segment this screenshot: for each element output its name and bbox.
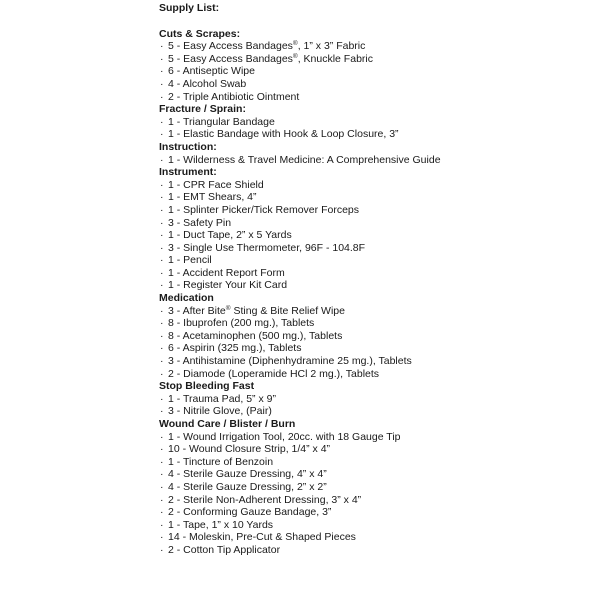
- list-item-label: 10 - Wound Closure Strip, 1/4” x 4”: [168, 443, 331, 456]
- list-item-text: [168, 481, 327, 494]
- list-item-label: 1 - Trauma Pad, 5” x 9”: [168, 392, 276, 405]
- list-item-label: 1 - Pencil: [168, 254, 212, 267]
- bullet-icon: ·: [160, 355, 164, 368]
- list-item-text: [168, 431, 401, 444]
- list-item-label: 1 - Splinter Picker/Tick Remover Forceps: [168, 203, 359, 216]
- list-item-text: [168, 242, 365, 255]
- list-item-text: [168, 128, 399, 141]
- bullet-icon: ·: [160, 531, 164, 544]
- list-item: [159, 405, 589, 418]
- list-item-label: 2 - Diamode (Loperamide HCl 2 mg.), Tablets: [168, 367, 380, 380]
- list-item-text: [168, 317, 314, 330]
- list-item-label: 8 - Ibuprofen (200 mg.), Tablets: [168, 317, 315, 330]
- list-item-label: 1 - Tincture of Benzoin: [168, 455, 274, 468]
- list-item: [159, 506, 589, 519]
- list-item-label-suffix: , Knuckle Fabric: [297, 52, 373, 65]
- supply-list-title: Supply List:: [159, 2, 220, 14]
- list-item: [159, 368, 589, 381]
- bullet-icon: ·: [160, 430, 164, 443]
- list-item: [159, 481, 589, 494]
- bullet-icon: ·: [160, 405, 164, 418]
- bullet-icon: ·: [160, 506, 164, 519]
- list-item-text: [168, 40, 365, 53]
- supply-section: [159, 28, 589, 104]
- section-heading: Fracture / Sprain:: [159, 103, 246, 116]
- bullet-icon: ·: [160, 468, 164, 481]
- supply-section: [159, 292, 589, 380]
- list-item-text: [168, 544, 280, 557]
- list-item-label: 6 - Aspirin (325 mg.), Tablets: [168, 342, 302, 355]
- bullet-icon: ·: [160, 279, 164, 292]
- list-item-text: [168, 191, 257, 204]
- bullet-icon: ·: [160, 191, 164, 204]
- list-item: [159, 330, 589, 343]
- list-item: [159, 78, 589, 91]
- bullet-icon: ·: [160, 266, 164, 279]
- bullet-icon: ·: [160, 367, 164, 380]
- list-item-text: [168, 494, 361, 507]
- list-item: [159, 53, 589, 66]
- list-item: [159, 191, 589, 204]
- section-heading: Wound Care / Blister / Burn: [159, 418, 296, 430]
- bullet-icon: ·: [160, 443, 164, 456]
- bullet-icon: ·: [160, 52, 164, 65]
- list-item-text: [168, 456, 273, 469]
- list-item-label: 1 - CPR Face Shield: [168, 178, 264, 191]
- list-item-text: [168, 204, 359, 217]
- list-item-label: 8 - Acetaminophen (500 mg.), Tablets: [168, 329, 343, 342]
- bullet-icon: ·: [160, 65, 164, 78]
- list-item-text: [168, 53, 373, 66]
- list-item-label: 1 - Wound Irrigation Tool, 20cc. with 18 Gauge Tip: [168, 430, 401, 443]
- bullet-icon: ·: [160, 203, 164, 216]
- list-item-text: [168, 443, 330, 456]
- bullet-icon: ·: [160, 304, 164, 317]
- list-item: [159, 494, 589, 507]
- bullet-icon: ·: [160, 518, 164, 531]
- list-item-label: 2 - Cotton Tip Applicator: [168, 543, 281, 556]
- list-item-label: 4 - Alcohol Swab: [168, 77, 247, 90]
- list-item-label: 5 - Easy Access Bandages: [168, 52, 293, 65]
- list-item: [159, 279, 589, 292]
- list-item-text: [168, 217, 231, 230]
- bullet-icon: ·: [160, 392, 164, 405]
- bullet-icon: ·: [160, 115, 164, 128]
- bullet-icon: ·: [160, 493, 164, 506]
- list-item: [159, 531, 589, 544]
- list-item-text: [168, 531, 356, 544]
- registered-mark: ®: [225, 304, 231, 312]
- list-item: [159, 154, 589, 167]
- list-item-text: [168, 519, 273, 532]
- list-item-text: [168, 305, 345, 318]
- list-item-text: [168, 65, 255, 78]
- list-item: [159, 116, 589, 129]
- list-item: [159, 242, 589, 255]
- bullet-icon: ·: [160, 229, 164, 242]
- list-item-label: 1 - Duct Tape, 2” x 5 Yards: [168, 229, 292, 242]
- list-item-text: [168, 229, 292, 242]
- bullet-icon: ·: [160, 329, 164, 342]
- section-heading: Instrument:: [159, 166, 217, 179]
- list-item: [159, 431, 589, 444]
- bullet-icon: ·: [160, 254, 164, 267]
- list-item-text: [168, 342, 301, 355]
- list-item-text: [168, 506, 331, 519]
- bullet-icon: ·: [160, 40, 164, 53]
- list-item-text: [168, 355, 412, 368]
- bullet-icon: ·: [160, 77, 164, 90]
- list-item: [159, 217, 589, 230]
- list-item-text: [168, 267, 285, 280]
- supply-section: [159, 141, 589, 166]
- list-item-text: [168, 116, 275, 129]
- list-item-label: 14 - Moleskin, Pre-Cut & Shaped Pieces: [168, 531, 356, 544]
- bullet-icon: ·: [160, 241, 164, 254]
- list-item-text: [168, 78, 246, 91]
- bullet-icon: ·: [160, 317, 164, 330]
- list-item: [159, 179, 589, 192]
- supply-section: [159, 166, 589, 292]
- list-item-text: [168, 254, 212, 267]
- list-item-label: 3 - Antihistamine (Diphenhydramine 25 mg.), Tablets: [168, 355, 412, 368]
- registered-mark: ®: [292, 52, 298, 60]
- list-item-label: 3 - Single Use Thermometer, 96F - 104.8F: [168, 241, 366, 254]
- list-item: [159, 342, 589, 355]
- list-item: [159, 229, 589, 242]
- bullet-icon: ·: [160, 128, 164, 141]
- list-item-label: 1 - Wilderness & Travel Medicine: A Comprehensive Guide: [168, 153, 441, 166]
- bullet-icon: ·: [160, 153, 164, 166]
- list-item-label: 2 - Triple Antibiotic Ointment: [168, 90, 300, 103]
- list-item: [159, 544, 589, 557]
- list-item-label-suffix: Sting & Bite Relief Wipe: [230, 304, 345, 317]
- list-item-label: 2 - Sterile Non-Adherent Dressing, 3” x 4”: [168, 493, 362, 506]
- list-item-text: [168, 405, 272, 418]
- list-item-label: 4 - Sterile Gauze Dressing, 4” x 4”: [168, 468, 327, 481]
- bullet-icon: ·: [160, 543, 164, 556]
- list-item: [159, 254, 589, 267]
- list-item: [159, 305, 589, 318]
- list-item: [159, 468, 589, 481]
- bullet-icon: ·: [160, 90, 164, 103]
- bullet-icon: ·: [160, 480, 164, 493]
- list-item: [159, 40, 589, 53]
- list-item: [159, 443, 589, 456]
- list-item-text: [168, 279, 287, 292]
- list-item-text: [168, 330, 342, 343]
- list-item: [159, 393, 589, 406]
- list-item-label: 6 - Antiseptic Wipe: [168, 65, 255, 78]
- list-item-text: [168, 368, 379, 381]
- list-item-text: [168, 393, 276, 406]
- list-item-text: [168, 468, 327, 481]
- list-item-text: [168, 179, 264, 192]
- list-item: [159, 317, 589, 330]
- list-item: [159, 91, 589, 104]
- list-item-label: 4 - Sterile Gauze Dressing, 2” x 2”: [168, 480, 327, 493]
- list-item: [159, 456, 589, 469]
- list-item-label-suffix: , 1” x 3” Fabric: [297, 40, 366, 53]
- registered-mark: ®: [292, 40, 298, 48]
- list-item: [159, 204, 589, 217]
- list-item-label: 5 - Easy Access Bandages: [168, 40, 293, 53]
- supply-section: [159, 380, 589, 418]
- list-item-label: 3 - Safety Pin: [168, 216, 232, 229]
- list-item: [159, 267, 589, 280]
- list-item-label: 1 - Elastic Bandage with Hook & Loop Closure, 3”: [168, 128, 399, 141]
- list-item-label: 3 - After Bite: [168, 304, 226, 317]
- list-item: [159, 128, 589, 141]
- list-item: [159, 519, 589, 532]
- list-item-label: 1 - Tape, 1” x 10 Yards: [168, 518, 274, 531]
- list-item-label: 1 - Triangular Bandage: [168, 115, 275, 128]
- bullet-icon: ·: [160, 216, 164, 229]
- bullet-icon: ·: [160, 342, 164, 355]
- list-item-label: 2 - Conforming Gauze Bandage, 3”: [168, 506, 332, 519]
- section-heading: Instruction:: [159, 140, 217, 153]
- list-item-text: [168, 91, 299, 104]
- section-heading: Medication: [159, 292, 214, 305]
- list-item: [159, 65, 589, 78]
- supply-section: [159, 103, 589, 141]
- section-heading: Cuts & Scrapes:: [159, 27, 241, 40]
- supply-sections: [159, 28, 589, 557]
- supply-list-document: [159, 2, 589, 557]
- list-item: [159, 355, 589, 368]
- list-item-label: 3 - Nitrile Glove, (Pair): [168, 405, 272, 418]
- list-item-label: 1 - EMT Shears, 4”: [168, 191, 257, 204]
- list-item-label: 1 - Register Your Kit Card: [168, 279, 288, 292]
- list-item-text: [168, 154, 441, 167]
- supply-section: [159, 418, 589, 557]
- section-heading: Stop Bleeding Fast: [159, 380, 255, 393]
- list-item-label: 1 - Accident Report Form: [168, 266, 285, 279]
- bullet-icon: ·: [160, 178, 164, 191]
- bullet-icon: ·: [160, 455, 164, 468]
